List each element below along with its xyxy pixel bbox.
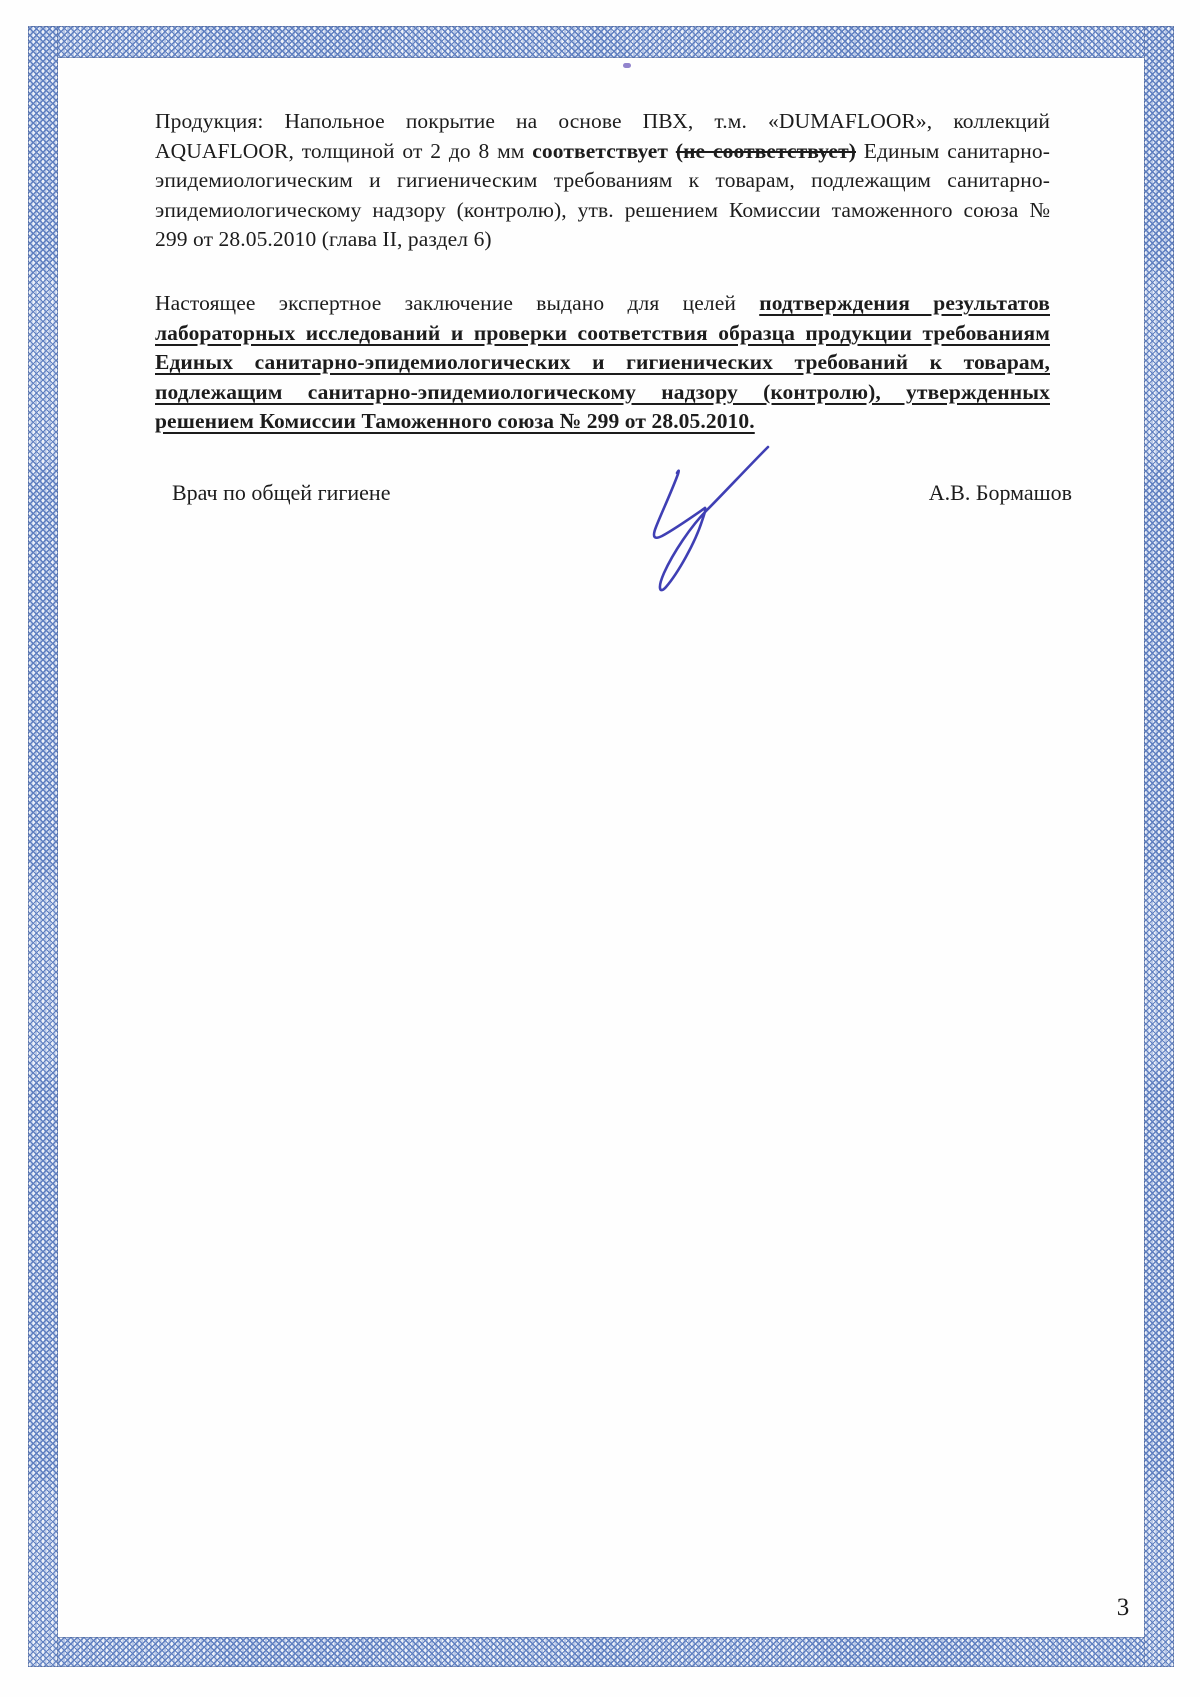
page-number: 3 [1116, 1594, 1130, 1621]
signature-stroke-hook [654, 471, 705, 538]
text-line [155, 225, 1050, 255]
border-band-bottom [28, 1637, 1174, 1667]
text-segment: лабораторных исследований и проверки соответствия образца продукции требованиям [155, 320, 1050, 345]
text-segment: AQUAFLOOR, толщиной от 2 до 8 мм [155, 138, 533, 163]
text-line [155, 319, 1050, 349]
text-line [155, 348, 1050, 378]
text-line [155, 137, 1050, 167]
scan-artifact-dot [623, 63, 631, 68]
border-band-top [28, 26, 1174, 58]
border-band-right [1144, 26, 1174, 1667]
signature-block [172, 479, 1072, 507]
text-line [155, 196, 1050, 226]
text-line [155, 166, 1050, 196]
paragraph-product-statement [155, 107, 1050, 255]
text-segment: Настоящее экспертное заключение выдано для целей [155, 291, 760, 315]
text-segment: подлежащим санитарно-эпидемиологическому надзору (контролю), утвержденных [155, 379, 1050, 404]
text-segment: 299 от 28.05.2010 (глава II, раздел 6) [155, 227, 492, 251]
signature-stroke-loop [660, 447, 768, 590]
text-line [155, 378, 1050, 408]
decorative-border-frame [28, 26, 1174, 1667]
text-segment: соответствует [532, 138, 676, 163]
border-band-left [28, 26, 58, 1667]
text-segment: Единых санитарно-эпидемиологических и гигиенических требований к товарам, [155, 350, 1050, 374]
signer-name: А.В. Бормашов [928, 480, 1072, 505]
text-segment: Продукция: Напольное покрытие на основе ПВХ, т.м. «DUMAFLOOR», коллекций [155, 109, 1050, 133]
text-line [155, 289, 1050, 319]
text-segment: эпидемиологическим и гигиеническим требованиям к товарам, подлежащим санитарно- [155, 168, 1050, 192]
text-segment: эпидемиологическому надзору (контролю), утв. решением Комиссии таможенного союза № [155, 197, 1050, 222]
handwritten-signature [645, 436, 780, 596]
paragraph-purpose-statement [155, 289, 1050, 437]
text-line [155, 107, 1050, 137]
text-segment: подтверждения результатов [759, 291, 1050, 315]
text-line [155, 407, 1050, 437]
text-segment: решением Комиссии Таможенного союза № 299 от 28.05.2010. [155, 409, 755, 433]
text-segment: Единым санитарно- [856, 138, 1050, 163]
signer-role-label: Врач по общей гигиене [172, 480, 391, 505]
text-segment: (не соответствует) [675, 138, 856, 163]
